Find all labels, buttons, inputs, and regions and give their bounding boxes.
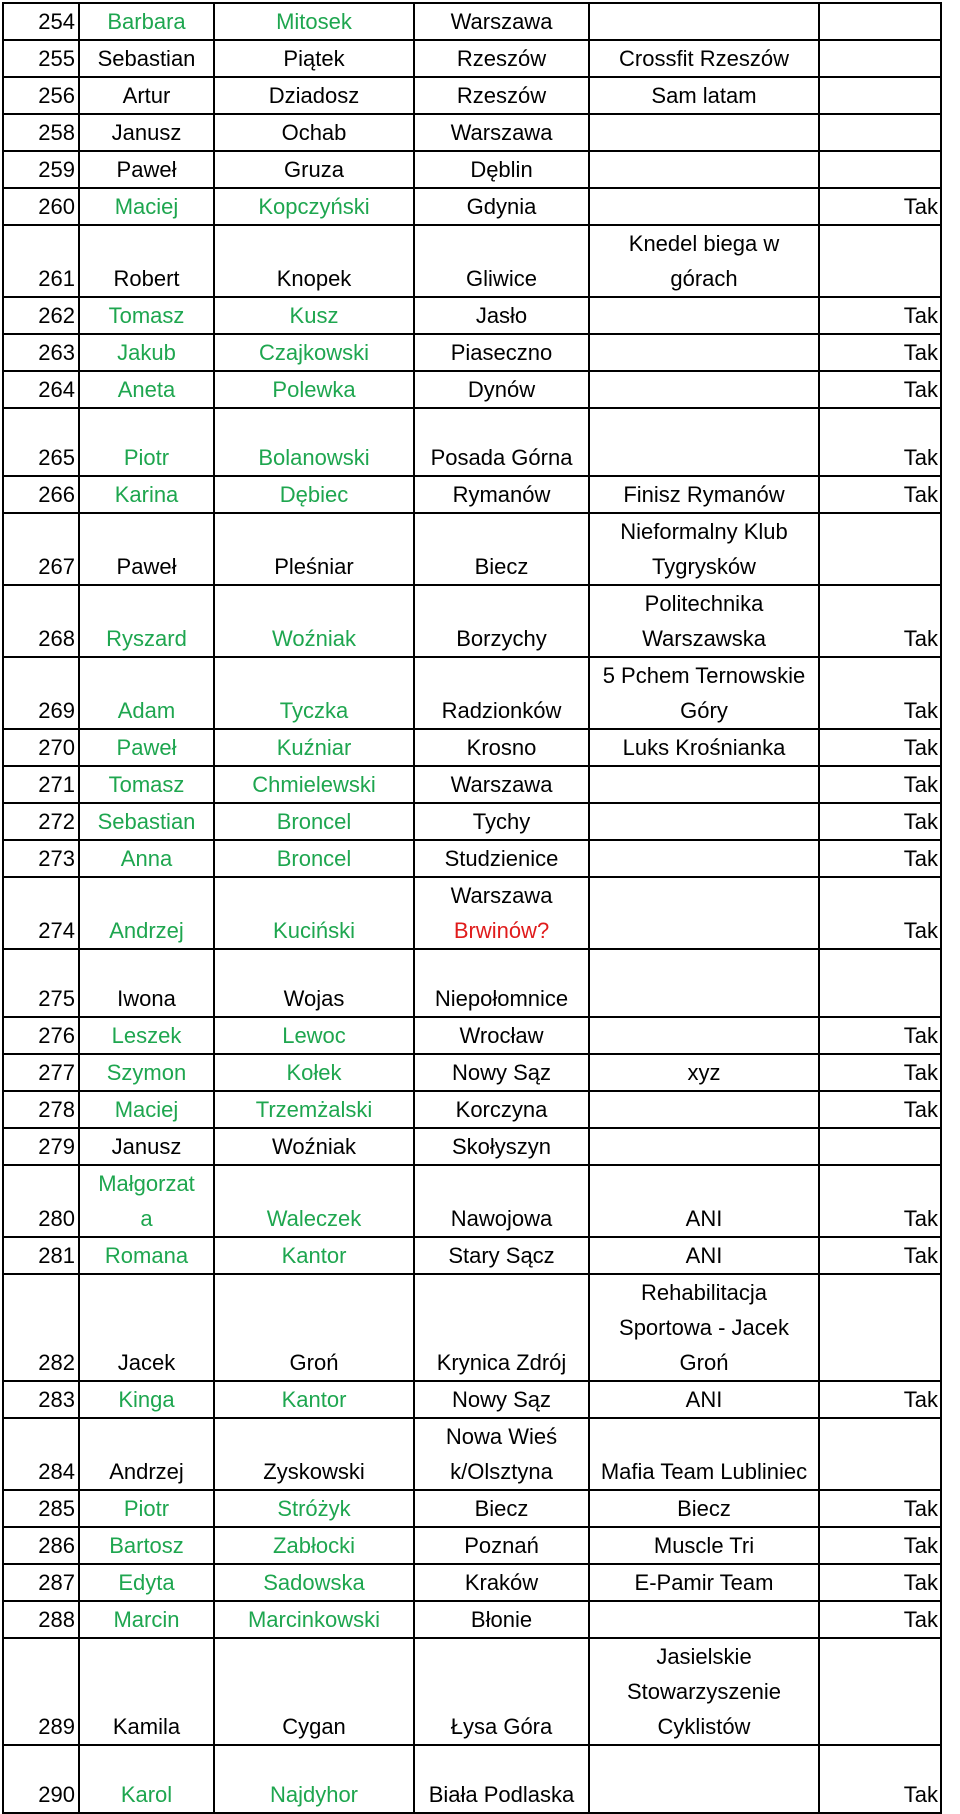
- flag: Tak: [819, 657, 941, 729]
- city: Skołyszyn: [414, 1128, 589, 1165]
- last-name: Wojas: [214, 949, 414, 1017]
- club: Jasielskie Stowarzyszenie Cyklistów: [589, 1638, 819, 1745]
- club: [589, 949, 819, 1017]
- club: [589, 1017, 819, 1054]
- table-row: [3, 766, 941, 803]
- club: E-Pamir Team: [589, 1564, 819, 1601]
- last-name: Kopczyński: [214, 188, 414, 225]
- row-number: 281: [3, 1237, 79, 1274]
- last-name: Sadowska: [214, 1564, 414, 1601]
- city: Nowy Sąz: [414, 1054, 589, 1091]
- row-number: 271: [3, 766, 79, 803]
- first-name: Piotr: [79, 408, 214, 476]
- club: xyz: [589, 1054, 819, 1091]
- last-name: Stróżyk: [214, 1490, 414, 1527]
- first-name: Paweł: [79, 513, 214, 585]
- table-row: [3, 657, 941, 729]
- row-number: 277: [3, 1054, 79, 1091]
- city: Piaseczno: [414, 334, 589, 371]
- last-name: Kusz: [214, 297, 414, 334]
- row-number: 265: [3, 408, 79, 476]
- city: Dynów: [414, 371, 589, 408]
- flag: Tak: [819, 1564, 941, 1601]
- first-name: Robert: [79, 225, 214, 297]
- table-row: [3, 1091, 941, 1128]
- club: [589, 188, 819, 225]
- row-number: 255: [3, 40, 79, 77]
- participants-sheet: [2, 2, 942, 1814]
- city: Błonie: [414, 1601, 589, 1638]
- club: [589, 840, 819, 877]
- club: [589, 1745, 819, 1813]
- city: Nowy Sąz: [414, 1381, 589, 1418]
- table-row: [3, 371, 941, 408]
- row-number: 287: [3, 1564, 79, 1601]
- flag: Tak: [819, 803, 941, 840]
- table-row: [3, 1601, 941, 1638]
- city: Krosno: [414, 729, 589, 766]
- first-name: Edyta: [79, 1564, 214, 1601]
- row-number: 290: [3, 1745, 79, 1813]
- last-name: Kuciński: [214, 877, 414, 949]
- row-number: 261: [3, 225, 79, 297]
- club: [589, 408, 819, 476]
- last-name: Broncel: [214, 803, 414, 840]
- club: ANI: [589, 1165, 819, 1237]
- first-name: Szymon: [79, 1054, 214, 1091]
- flag: [819, 77, 941, 114]
- first-name: Maciej: [79, 1091, 214, 1128]
- club: [589, 3, 819, 40]
- last-name: Tyczka: [214, 657, 414, 729]
- city-primary: Warszawa: [450, 883, 553, 908]
- flag: Tak: [819, 1237, 941, 1274]
- flag: Tak: [819, 334, 941, 371]
- table-row: [3, 1381, 941, 1418]
- city: Studzienice: [414, 840, 589, 877]
- city: Gdynia: [414, 188, 589, 225]
- club: [589, 1601, 819, 1638]
- first-name: Małgorzat a: [79, 1165, 214, 1237]
- club: [589, 1128, 819, 1165]
- last-name: Bolanowski: [214, 408, 414, 476]
- flag: Tak: [819, 877, 941, 949]
- flag: Tak: [819, 408, 941, 476]
- city: Posada Górna: [414, 408, 589, 476]
- club: [589, 297, 819, 334]
- city: Korczyna: [414, 1091, 589, 1128]
- row-number: 259: [3, 151, 79, 188]
- flag: Tak: [819, 371, 941, 408]
- first-name: Sebastian: [79, 40, 214, 77]
- city: Krynica Zdrój: [414, 1274, 589, 1381]
- last-name: Najdyhor: [214, 1745, 414, 1813]
- flag: Tak: [819, 729, 941, 766]
- city: Kraków: [414, 1564, 589, 1601]
- club: Rehabilitacja Sportowa - Jacek Groń: [589, 1274, 819, 1381]
- row-number: 276: [3, 1017, 79, 1054]
- last-name: Kantor: [214, 1237, 414, 1274]
- flag: Tak: [819, 1381, 941, 1418]
- row-number: 266: [3, 476, 79, 513]
- last-name: Piątek: [214, 40, 414, 77]
- table-row: [3, 513, 941, 585]
- table-row: [3, 1128, 941, 1165]
- last-name: Polewka: [214, 371, 414, 408]
- city: Poznań: [414, 1527, 589, 1564]
- table-row: [3, 1564, 941, 1601]
- flag: Tak: [819, 476, 941, 513]
- last-name: Broncel: [214, 840, 414, 877]
- last-name: Woźniak: [214, 1128, 414, 1165]
- city-uncertain: Brwinów?: [453, 918, 550, 943]
- city: [414, 877, 589, 949]
- table-row: [3, 803, 941, 840]
- table-row: [3, 334, 941, 371]
- last-name: Kantor: [214, 1381, 414, 1418]
- row-number: 288: [3, 1601, 79, 1638]
- table-row: [3, 585, 941, 657]
- first-name: Sebastian: [79, 803, 214, 840]
- first-name: Jacek: [79, 1274, 214, 1381]
- row-number: 279: [3, 1128, 79, 1165]
- flag: [819, 1418, 941, 1490]
- table-row: [3, 1490, 941, 1527]
- flag: Tak: [819, 840, 941, 877]
- last-name: Kuźniar: [214, 729, 414, 766]
- club: [589, 766, 819, 803]
- first-name: Andrzej: [79, 877, 214, 949]
- first-name: Aneta: [79, 371, 214, 408]
- flag: Tak: [819, 1745, 941, 1813]
- row-number: 278: [3, 1091, 79, 1128]
- city: Stary Sącz: [414, 1237, 589, 1274]
- flag: Tak: [819, 1017, 941, 1054]
- table-row: [3, 1237, 941, 1274]
- row-number: 264: [3, 371, 79, 408]
- last-name: Pleśniar: [214, 513, 414, 585]
- row-number: 254: [3, 3, 79, 40]
- last-name: Cygan: [214, 1638, 414, 1745]
- city: Nawojowa: [414, 1165, 589, 1237]
- table-row: [3, 1418, 941, 1490]
- table-row: [3, 40, 941, 77]
- city: Nowa Wieś k/Olsztyna: [414, 1418, 589, 1490]
- flag: Tak: [819, 1527, 941, 1564]
- flag: [819, 225, 941, 297]
- first-name: Barbara: [79, 3, 214, 40]
- club: Nieformalny Klub Tygrysków: [589, 513, 819, 585]
- first-name: Jakub: [79, 334, 214, 371]
- club: [589, 114, 819, 151]
- first-name: Iwona: [79, 949, 214, 1017]
- table-row: [3, 949, 941, 1017]
- flag: [819, 1638, 941, 1745]
- city: Biała Podlaska: [414, 1745, 589, 1813]
- first-name: Karol: [79, 1745, 214, 1813]
- first-name: Bartosz: [79, 1527, 214, 1564]
- flag: Tak: [819, 1601, 941, 1638]
- first-name: Marcin: [79, 1601, 214, 1638]
- flag: [819, 1128, 941, 1165]
- row-number: 262: [3, 297, 79, 334]
- first-name: Paweł: [79, 151, 214, 188]
- table-row: [3, 877, 941, 949]
- last-name: Zyskowski: [214, 1418, 414, 1490]
- table-row: [3, 1745, 941, 1813]
- city: Jasło: [414, 297, 589, 334]
- first-name: Tomasz: [79, 297, 214, 334]
- row-number: 286: [3, 1527, 79, 1564]
- club: Politechnika Warszawska: [589, 585, 819, 657]
- flag: Tak: [819, 297, 941, 334]
- city: Rzeszów: [414, 40, 589, 77]
- city: Biecz: [414, 1490, 589, 1527]
- last-name: Woźniak: [214, 585, 414, 657]
- flag: Tak: [819, 1165, 941, 1237]
- row-number: 289: [3, 1638, 79, 1745]
- first-name: Artur: [79, 77, 214, 114]
- city: Borzychy: [414, 585, 589, 657]
- last-name: Chmielewski: [214, 766, 414, 803]
- city: Warszawa: [414, 766, 589, 803]
- table-row: [3, 3, 941, 40]
- last-name: Ochab: [214, 114, 414, 151]
- last-name: Gruza: [214, 151, 414, 188]
- row-number: 270: [3, 729, 79, 766]
- last-name: Mitosek: [214, 3, 414, 40]
- participants-table: [2, 2, 942, 1814]
- last-name: Marcinkowski: [214, 1601, 414, 1638]
- table-row: [3, 1274, 941, 1381]
- club: [589, 1091, 819, 1128]
- flag: Tak: [819, 585, 941, 657]
- club: Biecz: [589, 1490, 819, 1527]
- row-number: 280: [3, 1165, 79, 1237]
- row-number: 285: [3, 1490, 79, 1527]
- last-name: Zabłocki: [214, 1527, 414, 1564]
- first-name: Maciej: [79, 188, 214, 225]
- city: Dęblin: [414, 151, 589, 188]
- first-name: Janusz: [79, 1128, 214, 1165]
- row-number: 258: [3, 114, 79, 151]
- row-number: 274: [3, 877, 79, 949]
- table-row: [3, 476, 941, 513]
- first-name: Ryszard: [79, 585, 214, 657]
- row-number: 268: [3, 585, 79, 657]
- last-name: Dziadosz: [214, 77, 414, 114]
- city: Niepołomnice: [414, 949, 589, 1017]
- table-row: [3, 729, 941, 766]
- city: Biecz: [414, 513, 589, 585]
- club: ANI: [589, 1381, 819, 1418]
- participants-table-body: [3, 3, 941, 1813]
- table-row: [3, 188, 941, 225]
- city: Gliwice: [414, 225, 589, 297]
- table-row: [3, 1527, 941, 1564]
- first-name: Paweł: [79, 729, 214, 766]
- first-name: Kamila: [79, 1638, 214, 1745]
- last-name: Knopek: [214, 225, 414, 297]
- club: Crossfit Rzeszów: [589, 40, 819, 77]
- last-name: Kołek: [214, 1054, 414, 1091]
- club: [589, 803, 819, 840]
- first-name: Kinga: [79, 1381, 214, 1418]
- flag: Tak: [819, 1091, 941, 1128]
- table-row: [3, 114, 941, 151]
- flag: Tak: [819, 188, 941, 225]
- first-name: Leszek: [79, 1017, 214, 1054]
- club: Mafia Team Lubliniec: [589, 1418, 819, 1490]
- table-row: [3, 408, 941, 476]
- row-number: 263: [3, 334, 79, 371]
- first-name: Adam: [79, 657, 214, 729]
- first-name: Romana: [79, 1237, 214, 1274]
- city: Warszawa: [414, 3, 589, 40]
- row-number: 282: [3, 1274, 79, 1381]
- row-number: 260: [3, 188, 79, 225]
- table-row: [3, 1054, 941, 1091]
- first-name: Tomasz: [79, 766, 214, 803]
- row-number: 275: [3, 949, 79, 1017]
- table-row: [3, 840, 941, 877]
- flag: [819, 3, 941, 40]
- city: Radzionków: [414, 657, 589, 729]
- flag: [819, 513, 941, 585]
- first-name: Janusz: [79, 114, 214, 151]
- club: [589, 151, 819, 188]
- flag: Tak: [819, 766, 941, 803]
- club: ANI: [589, 1237, 819, 1274]
- row-number: 283: [3, 1381, 79, 1418]
- row-number: 273: [3, 840, 79, 877]
- row-number: 267: [3, 513, 79, 585]
- table-row: [3, 151, 941, 188]
- last-name: Waleczek: [214, 1165, 414, 1237]
- table-row: [3, 1638, 941, 1745]
- club: 5 Pchem Ternowskie Góry: [589, 657, 819, 729]
- city: Wrocław: [414, 1017, 589, 1054]
- club: Finisz Rymanów: [589, 476, 819, 513]
- club: [589, 371, 819, 408]
- club: Luks Krośnianka: [589, 729, 819, 766]
- last-name: Groń: [214, 1274, 414, 1381]
- first-name: Karina: [79, 476, 214, 513]
- city: Tychy: [414, 803, 589, 840]
- flag: Tak: [819, 1490, 941, 1527]
- first-name: Anna: [79, 840, 214, 877]
- last-name: Trzemżalski: [214, 1091, 414, 1128]
- city: Łysa Góra: [414, 1638, 589, 1745]
- last-name: Lewoc: [214, 1017, 414, 1054]
- first-name: Andrzej: [79, 1418, 214, 1490]
- row-number: 272: [3, 803, 79, 840]
- flag: [819, 1274, 941, 1381]
- table-row: [3, 1165, 941, 1237]
- first-name: Piotr: [79, 1490, 214, 1527]
- club: [589, 334, 819, 371]
- flag: [819, 949, 941, 1017]
- row-number: 269: [3, 657, 79, 729]
- city: Warszawa: [414, 114, 589, 151]
- last-name: Dębiec: [214, 476, 414, 513]
- club: Muscle Tri: [589, 1527, 819, 1564]
- club: Sam latam: [589, 77, 819, 114]
- table-row: [3, 77, 941, 114]
- city: Rzeszów: [414, 77, 589, 114]
- last-name: Czajkowski: [214, 334, 414, 371]
- table-row: [3, 1017, 941, 1054]
- club: [589, 877, 819, 949]
- row-number: 256: [3, 77, 79, 114]
- flag: [819, 151, 941, 188]
- flag: Tak: [819, 1054, 941, 1091]
- table-row: [3, 225, 941, 297]
- city: Rymanów: [414, 476, 589, 513]
- flag: [819, 114, 941, 151]
- flag: [819, 40, 941, 77]
- row-number: 284: [3, 1418, 79, 1490]
- club: Knedel biega w górach: [589, 225, 819, 297]
- table-row: [3, 297, 941, 334]
